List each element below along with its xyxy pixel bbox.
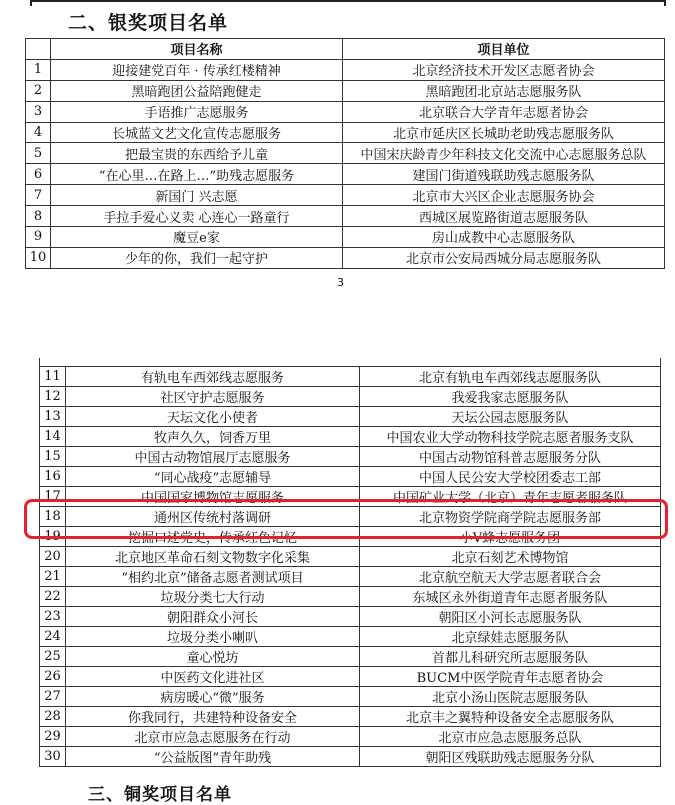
project-unit: 中国农业大学动物科技学院志愿者服务支队 <box>360 427 661 447</box>
row-index: 5 <box>26 143 51 164</box>
project-name: 中国国家博物馆志愿服务 <box>66 487 360 507</box>
project-name: 魔豆e家 <box>51 227 343 248</box>
project-unit: 西城区展览路街道志愿服务队 <box>343 206 665 227</box>
table-row <box>26 101 665 122</box>
silver-award-table-page-4 <box>39 366 661 767</box>
row-index: 1 <box>26 59 51 80</box>
row-index: 3 <box>26 101 51 122</box>
table-row <box>26 80 665 101</box>
page-number: 3 <box>337 276 344 289</box>
table-header-row <box>26 39 665 60</box>
project-unit: 中国宋庆龄青少年科技文化交流中心志愿服务总队 <box>343 143 665 164</box>
header-cell-index <box>26 39 51 60</box>
project-unit: 北京物资学院商学院志愿服务部 <box>360 507 661 527</box>
project-name: 中医药文化进社区 <box>66 667 360 687</box>
project-unit: 北京有轨电车西郊线志愿服务队 <box>360 367 661 387</box>
row-index: 19 <box>40 527 66 547</box>
table-row <box>26 164 665 185</box>
project-name: 新国门 兴志愿 <box>51 185 343 206</box>
table-row <box>40 427 661 447</box>
row-index: 24 <box>40 627 66 647</box>
project-unit: 北京绿娃志愿服务队 <box>360 627 661 647</box>
project-unit: 北京经济技术开发区志愿者协会 <box>343 59 665 80</box>
project-name: “在心里…在路上…”助残志愿服务 <box>51 164 343 185</box>
table-row <box>40 587 661 607</box>
row-index: 8 <box>26 206 51 227</box>
project-unit: 我爱我家志愿服务队 <box>360 387 661 407</box>
row-index: 23 <box>40 607 66 627</box>
row-index: 25 <box>40 647 66 667</box>
project-unit: 北京市应急志愿服务总队 <box>360 727 661 747</box>
top-table-edge-right <box>664 0 666 6</box>
project-unit: 朝阳区残联助残志愿服务分队 <box>360 747 661 767</box>
row-index: 17 <box>40 487 66 507</box>
project-unit: 中国古动物馆科普志愿服务分队 <box>360 447 661 467</box>
row-index: 13 <box>40 407 66 427</box>
project-unit: BUCM中医学院青年志愿者协会 <box>360 667 661 687</box>
project-unit: 北京联合大学青年志愿者协会 <box>343 101 665 122</box>
project-name: 有轨电车西郊线志愿服务 <box>66 367 360 387</box>
project-unit: 北京市延庆区长城助老助残志愿服务队 <box>343 122 665 143</box>
row-index: 29 <box>40 727 66 747</box>
table-row <box>40 507 661 527</box>
project-name: 黑暗跑团公益陪跑健走 <box>51 80 343 101</box>
project-unit: 小V蜂志愿服务团 <box>360 527 661 547</box>
project-name: “公益版图”青年助残 <box>66 747 360 767</box>
row-index: 6 <box>26 164 51 185</box>
row-index: 11 <box>40 367 66 387</box>
table-row <box>40 647 661 667</box>
silver-award-table-page-3 <box>25 38 665 269</box>
project-unit: 朝阳区小河长志愿服务队 <box>360 607 661 627</box>
row-index: 22 <box>40 587 66 607</box>
project-unit: 北京丰之翼特种设备安全志愿服务队 <box>360 707 661 727</box>
project-name: 通州区传统村落调研 <box>66 507 360 527</box>
table-row <box>26 122 665 143</box>
project-unit: 首都儿科研究所志愿服务队 <box>360 647 661 667</box>
project-name: 你我同行，共建特种设备安全 <box>66 707 360 727</box>
project-unit: 北京石刻艺术博物馆 <box>360 547 661 567</box>
project-name: 牧声久久，饲香万里 <box>66 427 360 447</box>
table-row <box>40 627 661 647</box>
project-unit: 北京航空航天大学志愿者联合会 <box>360 567 661 587</box>
project-name: 挖掘口述党史，传承红色记忆 <box>66 527 360 547</box>
table-row <box>26 206 665 227</box>
project-unit: 房山成教中心志愿服务队 <box>343 227 665 248</box>
cut-row-edge <box>39 358 661 366</box>
table-row <box>26 143 665 164</box>
project-unit: 东城区永外街道青年志愿者服务队 <box>360 587 661 607</box>
table-row <box>40 727 661 747</box>
project-unit: 中国矿业大学（北京）青年志愿者服务队 <box>360 487 661 507</box>
project-name: 社区守护志愿服务 <box>66 387 360 407</box>
table-row <box>40 387 661 407</box>
table-row <box>40 687 661 707</box>
row-index: 12 <box>40 387 66 407</box>
project-unit: 黑暗跑团北京站志愿服务队 <box>343 80 665 101</box>
table-row <box>40 707 661 727</box>
header-cell-project-name: 项目名称 <box>51 39 343 60</box>
project-name: 垃圾分类小喇叭 <box>66 627 360 647</box>
project-name: 中国古动物馆展厅志愿服务 <box>66 447 360 467</box>
section-title: 二、银奖项目名单 <box>68 12 229 34</box>
project-unit: 中国人民公安大学校团委志工部 <box>360 467 661 487</box>
project-name: “同心战疫”志愿辅导 <box>66 467 360 487</box>
row-index: 21 <box>40 567 66 587</box>
project-name: 北京市应急志愿服务在行动 <box>66 727 360 747</box>
project-name: “相约北京”储备志愿者测试项目 <box>66 567 360 587</box>
project-name: 少年的你，我们一起守护 <box>51 247 343 268</box>
row-index: 28 <box>40 707 66 727</box>
project-unit: 北京市公安局西城分局志愿服务队 <box>343 247 665 268</box>
row-index: 10 <box>26 247 51 268</box>
table-row <box>40 467 661 487</box>
row-index: 30 <box>40 747 66 767</box>
row-index: 27 <box>40 687 66 707</box>
project-name: 手拉手爱心义卖 心连心一路童行 <box>51 206 343 227</box>
top-table-edge-left <box>30 0 32 6</box>
row-index: 20 <box>40 547 66 567</box>
project-name: 迎接建党百年 · 传承红楼精神 <box>51 59 343 80</box>
project-name: 手语推广志愿服务 <box>51 101 343 122</box>
table-row <box>40 487 661 507</box>
project-name: 天坛文化小使者 <box>66 407 360 427</box>
row-index: 15 <box>40 447 66 467</box>
project-name: 长城蓝文艺文化宣传志愿服务 <box>51 122 343 143</box>
table-row <box>26 59 665 80</box>
table-row <box>40 447 661 467</box>
table-row <box>40 667 661 687</box>
table-row <box>40 567 661 587</box>
table-row <box>40 607 661 627</box>
project-unit: 建国门街道残联助残志愿服务队 <box>343 164 665 185</box>
table-row <box>40 367 661 387</box>
header-cell-project-unit: 项目单位 <box>343 39 665 60</box>
project-name: 朝阳群众小河长 <box>66 607 360 627</box>
project-name: 把最宝贵的东西给予儿童 <box>51 143 343 164</box>
next-section-title: 三、铜奖项目名单 <box>88 785 232 805</box>
table-row <box>26 227 665 248</box>
row-index: 18 <box>40 507 66 527</box>
table-row <box>40 547 661 567</box>
row-index: 2 <box>26 80 51 101</box>
row-index: 16 <box>40 467 66 487</box>
table-row <box>40 527 661 547</box>
project-name: 病房暖心“微”服务 <box>66 687 360 707</box>
project-name: 童心悦坊 <box>66 647 360 667</box>
row-index: 7 <box>26 185 51 206</box>
project-name: 垃圾分类七大行动 <box>66 587 360 607</box>
project-unit: 北京市大兴区企业志愿服务协会 <box>343 185 665 206</box>
table-row <box>26 185 665 206</box>
table-row <box>40 407 661 427</box>
row-index: 4 <box>26 122 51 143</box>
project-unit: 北京小汤山医院志愿服务队 <box>360 687 661 707</box>
top-table-edge <box>30 0 666 2</box>
table-row <box>40 747 661 767</box>
project-unit: 天坛公园志愿服务队 <box>360 407 661 427</box>
row-index: 14 <box>40 427 66 447</box>
table-row <box>26 247 665 268</box>
row-index: 9 <box>26 227 51 248</box>
row-index: 26 <box>40 667 66 687</box>
project-name: 北京地区革命石刻文物数字化采集 <box>66 547 360 567</box>
